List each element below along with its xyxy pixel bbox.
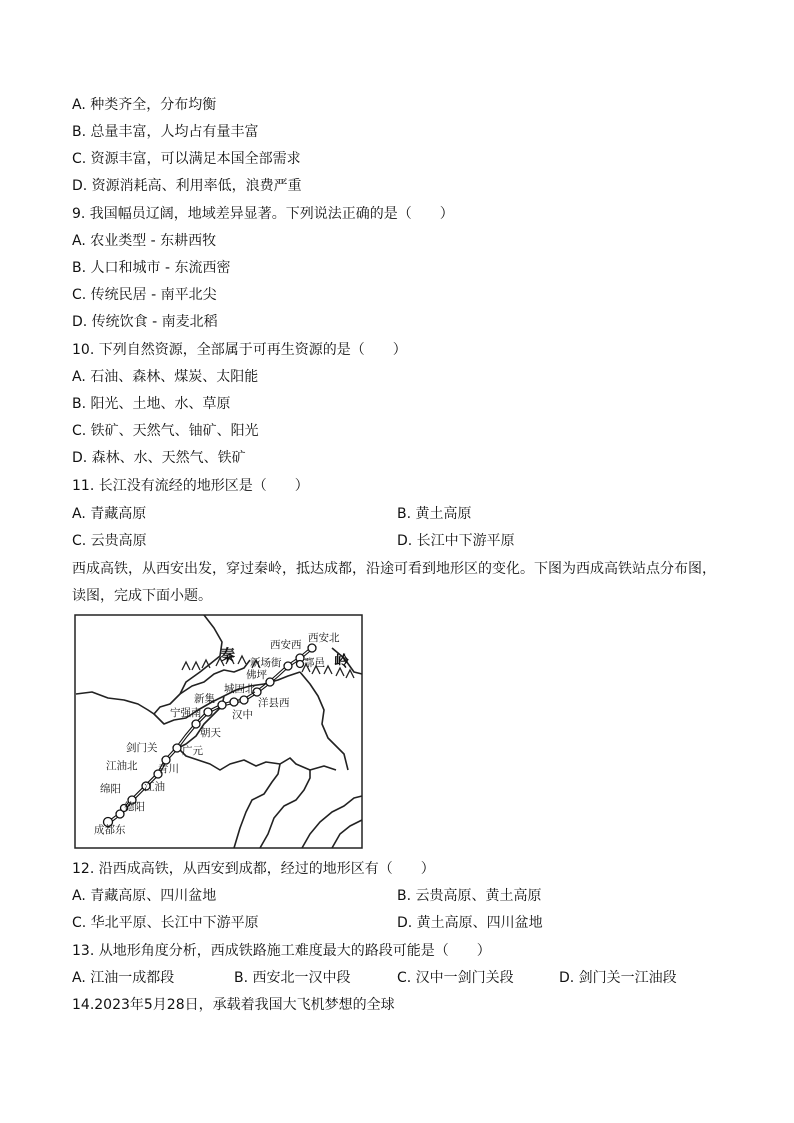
station-label-yangxian-west: 洋县西: [258, 697, 290, 709]
mountain-label-qin: 秦: [220, 646, 236, 664]
q10-option-b: B. 阳光、土地、水、草原: [72, 396, 231, 412]
mountain-label-ling: 岭: [334, 652, 350, 670]
station-ningqiang-south: [204, 708, 212, 716]
station-label-qingchuan: 青川: [158, 763, 179, 775]
station-label-deyang: 德阳: [124, 801, 145, 813]
q9-option-d: D. 传统饮食 - 南麦北稻: [72, 314, 218, 330]
station-label-mianyang: 绵阳: [100, 783, 121, 795]
q10-option-d: D. 森林、水、天然气、铁矿: [72, 450, 246, 466]
station-label-guangyuan: 广元: [182, 745, 203, 757]
station-label-huyi: 鄠邑: [304, 657, 325, 669]
passage-line-1: 西成高铁，从西安出发，穿过秦岭，抵达成都，沿途可看到地形区的变化。下图为西成高铁站点分布图，: [72, 561, 716, 577]
station-foping: [266, 678, 274, 686]
passage-line-2: 读图，完成下面小题。: [72, 588, 212, 604]
q9-stem: 9. 我国幅员辽阔，地域差异显著。下列说法正确的是（ ）: [72, 206, 454, 222]
station-chenggu-north: [240, 696, 248, 704]
station-label-xian-north: 西安北: [308, 632, 340, 644]
station-chaotian: [192, 720, 200, 728]
q12-option-c: C. 华北平原、长江中下游平原: [72, 915, 259, 931]
q11-option-d: D. 长江中下游平原: [397, 533, 515, 549]
q8-option-d: D. 资源消耗高、利用率低，浪费严重: [72, 178, 302, 194]
station-label-jiangyou: 江油: [144, 781, 165, 793]
q13-option-c: C. 汉中一剑门关段: [397, 970, 514, 986]
station-label-hanzhong: 汉中: [232, 709, 253, 721]
railway-station-map: [74, 614, 363, 849]
q10-stem: 10. 下列自然资源，全部属于可再生资源的是（ ）: [72, 342, 407, 358]
station-xinchangjie: [284, 662, 292, 670]
station-xian-north: [308, 644, 316, 652]
q11-option-b: B. 黄土高原: [397, 506, 472, 522]
station-label-jianmenguan: 剑门关: [126, 742, 158, 754]
q10-option-a: A. 石油、森林、煤炭、太阳能: [72, 369, 259, 385]
station-label-chaotian: 朝天: [200, 727, 221, 739]
q11-option-a: A. 青藏高原: [72, 506, 147, 522]
q12-option-d: D. 黄土高原、四川盆地: [397, 915, 543, 931]
q10-option-c: C. 铁矿、天然气、铀矿、阳光: [72, 423, 259, 439]
station-label-chenggu-north: 城固北: [224, 683, 256, 695]
station-label-xinchangjie: 新场街: [250, 657, 282, 669]
q13-option-d: D. 剑门关一江油段: [559, 970, 677, 986]
station-label-xinji: 新集: [194, 693, 215, 705]
station-hanzhong: [218, 701, 226, 709]
station-label-chengdu-east: 成都东: [94, 824, 126, 836]
station-label-xian-west: 西安西: [270, 639, 302, 651]
station-label-ningqiang-south: 宁强南: [170, 707, 202, 719]
station-label-jiangyou-north: 江油北: [106, 760, 138, 772]
q8-option-a: A. 种类齐全，分布均衡: [72, 97, 217, 113]
station-guangyuan: [173, 744, 181, 752]
q12-option-a: A. 青藏高原、四川盆地: [72, 888, 217, 904]
q12-stem: 12. 沿西成高铁，从西安到成都，经过的地形区有（ ）: [72, 861, 435, 877]
q8-option-b: B. 总量丰富，人均占有量丰富: [72, 124, 259, 140]
q13-stem: 13. 从地形角度分析，西成铁路施工难度最大的路段可能是（ ）: [72, 943, 491, 959]
q11-stem: 11. 长江没有流经的地形区是（ ）: [72, 478, 309, 494]
station-huyi: [297, 661, 304, 668]
q14-stem: 14.2023年5月28日，承载着我国大飞机梦想的全球: [72, 997, 395, 1013]
q9-option-a: A. 农业类型 - 东耕西牧: [72, 233, 217, 249]
station-label-foping: 佛坪: [246, 669, 267, 681]
station-xinji: [230, 698, 238, 706]
q8-option-c: C. 资源丰富，可以满足本国全部需求: [72, 151, 301, 167]
q12-option-b: B. 云贵高原、黄土高原: [397, 888, 542, 904]
q11-option-c: C. 云贵高原: [72, 533, 147, 549]
q9-option-b: B. 人口和城市 - 东流西密: [72, 260, 231, 276]
q9-option-c: C. 传统民居 - 南平北尖: [72, 287, 217, 303]
q13-option-a: A. 江油一成都段: [72, 970, 175, 986]
q13-option-b: B. 西安北一汉中段: [234, 970, 351, 986]
